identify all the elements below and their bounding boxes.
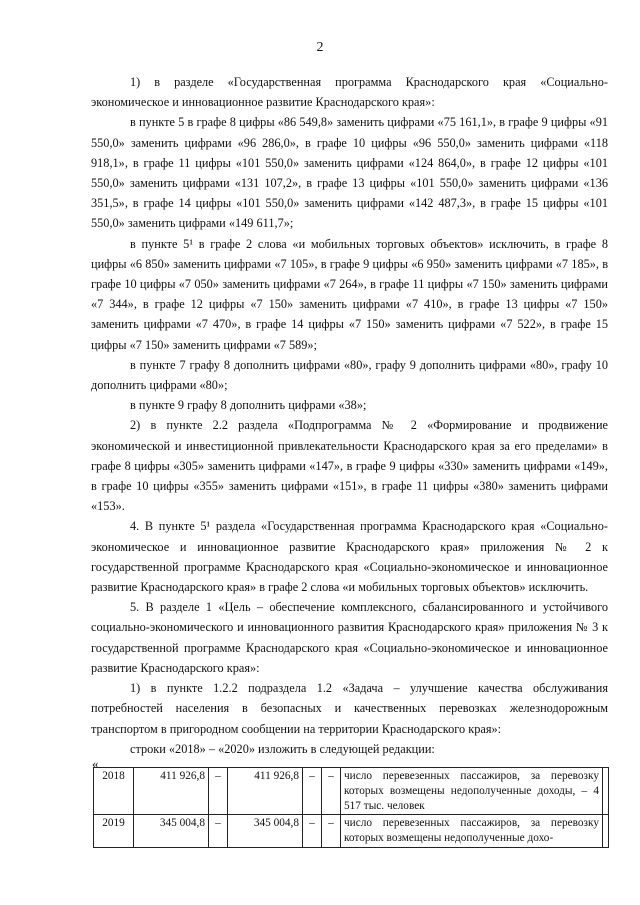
paragraph: 5. В разделе 1 «Цель – обеспечение комплексного, сбалансированного и устойчивого социально-экономического и инновационного развития Краснодарского края» приложения № 3 к государственной программе Краснодарского края «Социально-экономическое и инновационное развитие Краснодарского края»: <box>91 600 608 675</box>
paragraph: 2) в пункте 2.2 раздела «Подпрограмма № 2 «Формирование и продвижение экономической и инвестиционной привлекательности Краснодарского края за его пределами» в графе 8 цифры «305» заменить цифрами «147», в графе 9 цифры «330» заменить цифрами «149», в графе 10 цифры «355» заменить цифрами «151», в графе 11 цифры «380» заменить цифрами «153». <box>91 418 608 514</box>
total-cell: 345 004,8 <box>134 815 209 848</box>
paragraph: 4. В пункте 5¹ раздела «Государственная программа Краснодарского края «Социально-экономическое и инновационное развитие Краснодарского края» приложения № 2 к государственной программе Краснодарского края «Социально-экономическое и инновационное развитие Краснодарского края» в графе 2 слова «и мобильных торговых объектов» исключить. <box>91 519 608 595</box>
description-cell: число перевезенных пассажиров, за перевозку которых возмещены недополученные доходы, – 4 517 тыс. человек <box>341 768 603 815</box>
dash-cell: – <box>303 815 322 848</box>
table-row <box>94 815 609 848</box>
paragraph: 1) в пункте 1.2.2 подраздела 1.2 «Задача – улучшение качества обслуживания потребностей населения в безопасных и качественных перевозках железнодорожным транспортом в пригородном сообщении на территории Краснодарского края»: <box>91 681 608 736</box>
paragraph: 1) в разделе «Государственная программа Краснодарского края «Социально-экономическое и инновационное развитие Краснодарского края»: <box>91 75 608 110</box>
paragraph: в пункте 9 графу 8 дополнить цифрами «38»; <box>130 398 367 413</box>
dash-cell: – <box>303 768 322 815</box>
dash-cell: – <box>209 815 228 848</box>
amendment-table <box>93 767 609 848</box>
paragraph: в пункте 5¹ в графе 2 слова «и мобильных торговых объектов» исключить, в графе 8 цифры «6 850» заменить цифрами «7 105», в графе 9 цифры «6 950» заменить цифрами «7 185», в графе 10 цифры «7 050» заменить цифрами «7 264», в графе 11 цифры «7 150» заменить цифрами «7 344», в графе 12 цифры «7 150» заменить цифрами «7 410», в графе 13 цифры «7 150» заменить цифрами «7 470», в графе 14 цифры «7 150» заменить цифрами «7 522», в графе 15 цифры «7 150» заменить цифрами «7 589»; <box>91 236 608 352</box>
page-number: 2 <box>316 40 324 55</box>
empty-cell <box>603 768 609 815</box>
year-cell: 2019 <box>94 815 134 848</box>
empty-cell <box>603 815 609 848</box>
year-cell: 2018 <box>94 768 134 815</box>
paragraph: строки «2018» – «2020» изложить в следующей редакции: <box>130 741 435 756</box>
paragraph: в пункте 7 графу 8 дополнить цифрами «80», графу 9 дополнить цифрами «80», графу 10 дополнить цифрами «80»; <box>91 357 608 393</box>
opening-quote: « <box>92 756 99 771</box>
regional-cell: 411 926,8 <box>228 768 303 815</box>
document-body <box>91 72 608 759</box>
paragraph: в пункте 5 в графе 8 цифры «86 549,8» заменить цифрами «75 161,1», в графе 9 цифры «91 550,0» заменить цифрами «96 286,0», в графе 10 цифры «96 550,0» заменить цифрами «118 918,1», в графе 11 цифры «101 550,0» заменить цифрами «124 864,0», в графе 12 цифры «101 550,0» заменить цифрами «131 107,2», в графе 13 цифры «101 550,0» заменить цифрами «136 351,5», в графе 14 цифры «101 550,0» заменить цифрами «142 487,3», в графе 15 цифры «101 550,0» заменить цифрами «149 611,7»; <box>91 115 608 231</box>
dash-cell: – <box>209 768 228 815</box>
dash-cell: – <box>322 815 341 848</box>
dash-cell: – <box>322 768 341 815</box>
total-cell: 411 926,8 <box>134 768 209 815</box>
regional-cell: 345 004,8 <box>228 815 303 848</box>
table-row <box>94 768 609 815</box>
description-cell: число перевезенных пассажиров, за перевозку которых возмещены недополученные дохо- <box>341 815 603 848</box>
